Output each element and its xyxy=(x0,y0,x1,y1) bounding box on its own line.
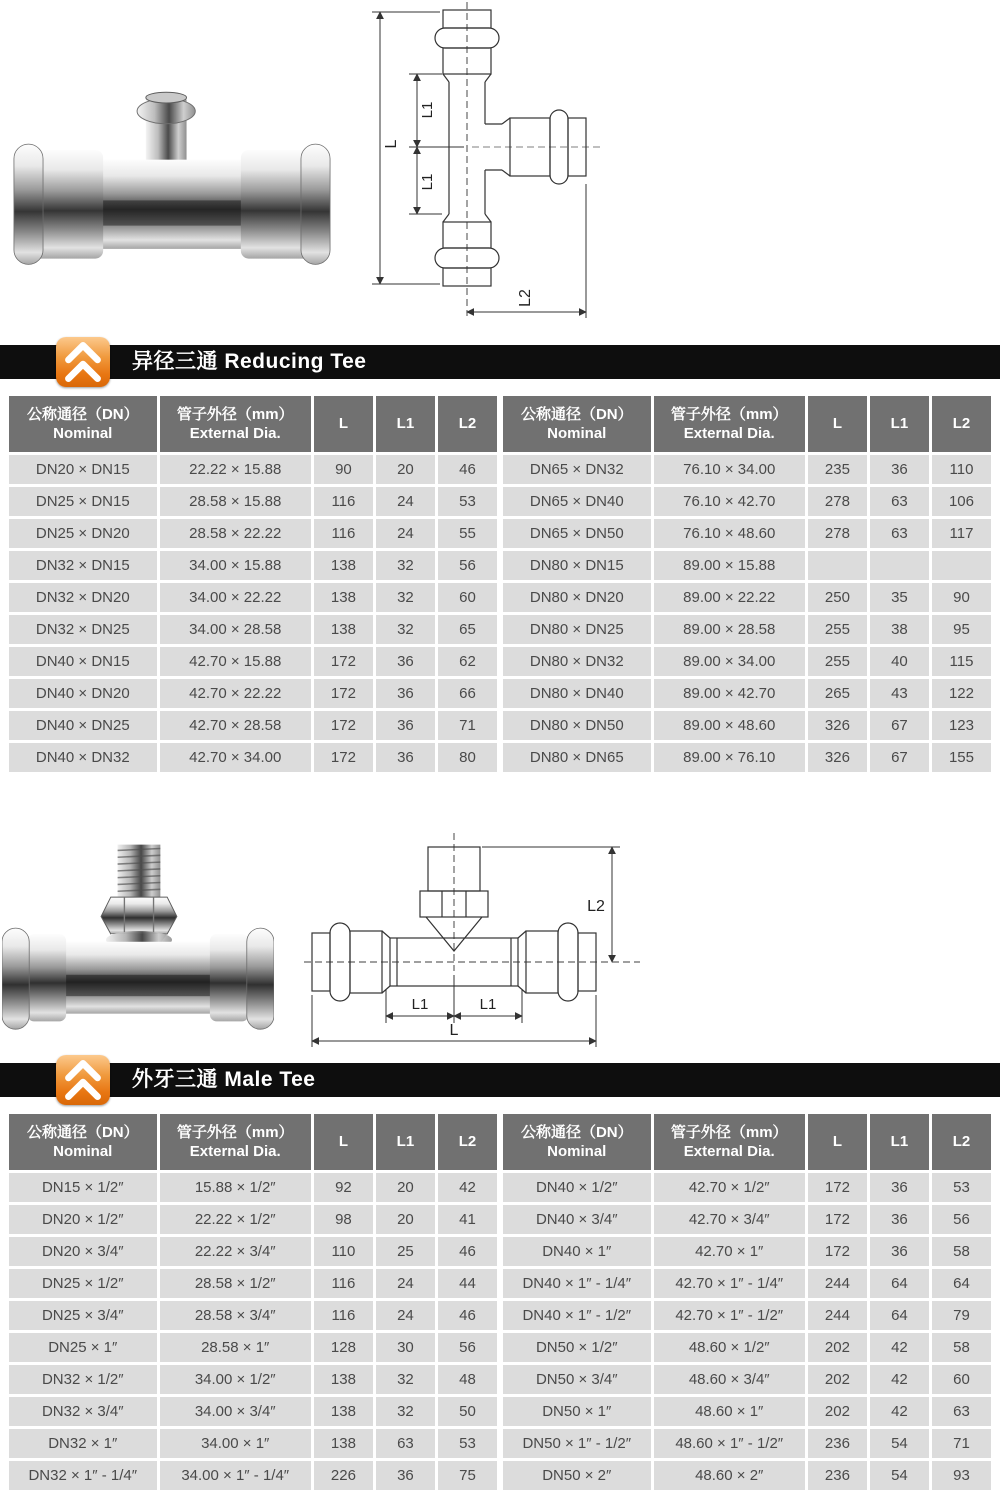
cell-external-dia: 34.00 × 1/2″ xyxy=(160,1365,311,1394)
cell-dimension: 36 xyxy=(376,647,435,676)
section-title: 外牙三通 Male Tee xyxy=(132,1068,316,1091)
cell-external-dia: 48.60 × 2″ xyxy=(654,1461,805,1490)
table-row xyxy=(9,1365,497,1394)
header-row xyxy=(503,1114,991,1170)
cell-dimension: 244 xyxy=(808,1301,867,1330)
cell-dimension xyxy=(870,551,929,580)
table-row xyxy=(503,711,991,740)
cell-nominal: DN40 × DN20 xyxy=(9,679,157,708)
cell-nominal: DN50 × 1/2″ xyxy=(503,1333,651,1362)
cell-external-dia: 89.00 × 15.88 xyxy=(654,551,805,580)
header-row xyxy=(503,396,991,452)
table-row xyxy=(9,487,497,516)
cell-dimension: 67 xyxy=(870,711,929,740)
cell-nominal: DN32 × DN15 xyxy=(9,551,157,580)
section-badge xyxy=(56,337,110,387)
cell-dimension: 50 xyxy=(438,1397,497,1426)
double-chevron-up-icon xyxy=(56,337,110,387)
cell-dimension: 326 xyxy=(808,711,867,740)
dim-label-l2: L2 xyxy=(517,289,534,307)
cell-dimension: 36 xyxy=(870,1205,929,1234)
cell-dimension: 110 xyxy=(932,455,991,484)
cell-external-dia: 42.70 × 3/4″ xyxy=(654,1205,805,1234)
cell-dimension: 265 xyxy=(808,679,867,708)
column-header-nominal: 公称通径（DN） Nominal xyxy=(503,1114,651,1170)
cell-nominal: DN50 × 2″ xyxy=(503,1461,651,1490)
table-row xyxy=(9,551,497,580)
cell-dimension: 48 xyxy=(438,1365,497,1394)
reducing-tee-table xyxy=(6,393,994,775)
cell-dimension: 55 xyxy=(438,519,497,548)
cell-nominal: DN25 × 1″ xyxy=(9,1333,157,1362)
cell-nominal: DN40 × 1/2″ xyxy=(503,1173,651,1202)
cell-dimension: 24 xyxy=(376,519,435,548)
cell-dimension: 36 xyxy=(376,679,435,708)
cell-dimension: 58 xyxy=(932,1237,991,1266)
column-header-l: L xyxy=(314,396,373,452)
table-row xyxy=(503,551,991,580)
cell-dimension: 123 xyxy=(932,711,991,740)
column-header-l2: L2 xyxy=(932,396,991,452)
cell-dimension: 172 xyxy=(808,1237,867,1266)
column-header-l2: L2 xyxy=(438,396,497,452)
cell-dimension: 42 xyxy=(438,1173,497,1202)
cell-dimension: 172 xyxy=(314,743,373,772)
table-row xyxy=(9,711,497,740)
dim-label-l1-right: L1 xyxy=(479,996,497,1013)
cell-nominal: DN40 × 3/4″ xyxy=(503,1205,651,1234)
table-row xyxy=(503,487,991,516)
table-row xyxy=(503,647,991,676)
cell-nominal: DN32 × 3/4″ xyxy=(9,1397,157,1426)
cell-dimension: 44 xyxy=(438,1269,497,1298)
cell-dimension: 56 xyxy=(932,1205,991,1234)
table-row xyxy=(9,519,497,548)
cell-dimension: 32 xyxy=(376,583,435,612)
cell-nominal: DN80 × DN50 xyxy=(503,711,651,740)
table-row xyxy=(503,1333,991,1362)
cell-dimension: 42 xyxy=(870,1333,929,1362)
cell-dimension: 155 xyxy=(932,743,991,772)
cell-dimension: 36 xyxy=(870,1173,929,1202)
cell-nominal: DN50 × 3/4″ xyxy=(503,1365,651,1394)
column-header-l: L xyxy=(808,1114,867,1170)
table-row xyxy=(9,583,497,612)
male-tee-photo-svg xyxy=(2,827,274,1041)
header-row xyxy=(9,396,497,452)
column-header-l: L xyxy=(314,1114,373,1170)
cell-nominal: DN40 × 1″ xyxy=(503,1237,651,1266)
table-row xyxy=(9,743,497,772)
cell-dimension: 116 xyxy=(314,1301,373,1330)
cell-dimension: 64 xyxy=(870,1269,929,1298)
column-header-nominal: 公称通径（DN） Nominal xyxy=(503,396,651,452)
table-row xyxy=(9,1301,497,1330)
cell-dimension: 138 xyxy=(314,1365,373,1394)
cell-dimension: 236 xyxy=(808,1429,867,1458)
cell-nominal: DN20 × 3/4″ xyxy=(9,1237,157,1266)
table-row xyxy=(9,1397,497,1426)
cell-dimension: 90 xyxy=(314,455,373,484)
cell-nominal: DN32 × DN25 xyxy=(9,615,157,644)
cell-dimension: 63 xyxy=(870,487,929,516)
cell-nominal: DN15 × 1/2″ xyxy=(9,1173,157,1202)
cell-dimension: 46 xyxy=(438,1237,497,1266)
cell-nominal: DN80 × DN32 xyxy=(503,647,651,676)
cell-dimension: 92 xyxy=(314,1173,373,1202)
table-row xyxy=(503,1269,991,1298)
cell-dimension: 202 xyxy=(808,1365,867,1394)
section-title: 异径三通 Reducing Tee xyxy=(132,350,367,373)
cell-external-dia: 89.00 × 42.70 xyxy=(654,679,805,708)
table-row xyxy=(9,1173,497,1202)
cell-dimension: 172 xyxy=(808,1205,867,1234)
column-header-l: L xyxy=(808,396,867,452)
table-row xyxy=(9,455,497,484)
cell-dimension: 93 xyxy=(932,1461,991,1490)
column-header-external-dia: 管子外径（mm） External Dia. xyxy=(160,396,311,452)
table-row xyxy=(503,519,991,548)
cell-dimension: 30 xyxy=(376,1333,435,1362)
cell-external-dia: 89.00 × 34.00 xyxy=(654,647,805,676)
cell-nominal: DN65 × DN32 xyxy=(503,455,651,484)
cell-dimension: 138 xyxy=(314,615,373,644)
cell-dimension: 250 xyxy=(808,583,867,612)
cell-nominal: DN25 × 1/2″ xyxy=(9,1269,157,1298)
dim-label-l1-top: L1 xyxy=(419,101,436,119)
column-header-l2: L2 xyxy=(932,1114,991,1170)
cell-external-dia: 48.60 × 1″ xyxy=(654,1397,805,1426)
cell-external-dia: 48.60 × 3/4″ xyxy=(654,1365,805,1394)
cell-external-dia: 42.70 × 1″ - 1/4″ xyxy=(654,1269,805,1298)
cell-dimension: 20 xyxy=(376,455,435,484)
cell-external-dia: 48.60 × 1″ - 1/2″ xyxy=(654,1429,805,1458)
cell-dimension: 60 xyxy=(438,583,497,612)
cell-dimension: 138 xyxy=(314,583,373,612)
cell-dimension: 36 xyxy=(376,711,435,740)
male-tee-drawing-svg xyxy=(300,819,700,1061)
cell-dimension: 236 xyxy=(808,1461,867,1490)
cell-dimension: 116 xyxy=(314,487,373,516)
section-bar-reducing-tee xyxy=(0,345,1000,379)
reducing-tee-drawing xyxy=(352,2,692,334)
cell-external-dia: 34.00 × 1″ - 1/4″ xyxy=(160,1461,311,1490)
cell-nominal: DN20 × 1/2″ xyxy=(9,1205,157,1234)
table-row xyxy=(503,455,991,484)
male-tee-table xyxy=(6,1111,994,1493)
cell-dimension: 117 xyxy=(932,519,991,548)
cell-nominal: DN40 × 1″ - 1/4″ xyxy=(503,1269,651,1298)
cell-dimension: 42 xyxy=(870,1397,929,1426)
cell-external-dia: 42.70 × 28.58 xyxy=(160,711,311,740)
cell-external-dia: 42.70 × 1″ xyxy=(654,1237,805,1266)
table-row xyxy=(503,615,991,644)
dim-label-l1-bottom: L1 xyxy=(419,173,436,191)
cell-nominal: DN25 × DN20 xyxy=(9,519,157,548)
cell-dimension: 41 xyxy=(438,1205,497,1234)
cell-nominal: DN40 × DN15 xyxy=(9,647,157,676)
cell-dimension: 115 xyxy=(932,647,991,676)
male-tee-table-left xyxy=(6,1111,500,1493)
cell-dimension: 32 xyxy=(376,1365,435,1394)
column-header-nominal: 公称通径（DN） Nominal xyxy=(9,1114,157,1170)
table-row xyxy=(503,1461,991,1490)
double-chevron-up-icon xyxy=(56,1055,110,1105)
cell-dimension: 56 xyxy=(438,1333,497,1362)
cell-dimension: 60 xyxy=(932,1365,991,1394)
cell-dimension: 122 xyxy=(932,679,991,708)
cell-dimension: 110 xyxy=(314,1237,373,1266)
cell-nominal: DN50 × 1″ - 1/2″ xyxy=(503,1429,651,1458)
cell-external-dia: 76.10 × 42.70 xyxy=(654,487,805,516)
cell-dimension: 36 xyxy=(376,743,435,772)
table-row xyxy=(503,583,991,612)
column-header-nominal: 公称通径（DN） Nominal xyxy=(9,396,157,452)
cell-nominal: DN25 × 3/4″ xyxy=(9,1301,157,1330)
cell-dimension: 128 xyxy=(314,1333,373,1362)
table-row xyxy=(9,615,497,644)
cell-external-dia: 22.22 × 3/4″ xyxy=(160,1237,311,1266)
male-tee-table-right xyxy=(500,1111,994,1493)
cell-nominal: DN65 × DN50 xyxy=(503,519,651,548)
cell-external-dia: 42.70 × 1/2″ xyxy=(654,1173,805,1202)
cell-dimension: 138 xyxy=(314,1397,373,1426)
male-tee-photo xyxy=(2,827,274,1041)
cell-dimension: 64 xyxy=(870,1301,929,1330)
cell-nominal: DN40 × 1″ - 1/2″ xyxy=(503,1301,651,1330)
table-row xyxy=(503,1429,991,1458)
cell-nominal: DN80 × DN15 xyxy=(503,551,651,580)
cell-dimension: 42 xyxy=(870,1365,929,1394)
reducing-tee-photo-svg xyxy=(12,62,332,300)
cell-external-dia: 28.58 × 1″ xyxy=(160,1333,311,1362)
table-row xyxy=(9,1461,497,1490)
dim-label-l: L xyxy=(449,1022,459,1039)
table-row xyxy=(9,1333,497,1362)
cell-nominal: DN40 × DN32 xyxy=(9,743,157,772)
cell-external-dia: 34.00 × 3/4″ xyxy=(160,1397,311,1426)
cell-external-dia: 76.10 × 34.00 xyxy=(654,455,805,484)
cell-external-dia: 42.70 × 22.22 xyxy=(160,679,311,708)
cell-dimension: 32 xyxy=(376,615,435,644)
cell-nominal: DN65 × DN40 xyxy=(503,487,651,516)
cell-dimension: 40 xyxy=(870,647,929,676)
cell-external-dia: 89.00 × 48.60 xyxy=(654,711,805,740)
cell-external-dia: 28.58 × 15.88 xyxy=(160,487,311,516)
cell-dimension: 106 xyxy=(932,487,991,516)
cell-dimension: 255 xyxy=(808,647,867,676)
cell-external-dia: 22.22 × 15.88 xyxy=(160,455,311,484)
table-row xyxy=(503,679,991,708)
cell-dimension: 54 xyxy=(870,1429,929,1458)
cell-dimension xyxy=(808,551,867,580)
cell-dimension: 202 xyxy=(808,1333,867,1362)
cell-dimension: 116 xyxy=(314,1269,373,1298)
column-header-l1: L1 xyxy=(870,1114,929,1170)
cell-external-dia: 28.58 × 22.22 xyxy=(160,519,311,548)
cell-dimension: 63 xyxy=(870,519,929,548)
cell-dimension: 36 xyxy=(870,455,929,484)
dim-label-l: L xyxy=(383,139,400,149)
cell-nominal: DN80 × DN25 xyxy=(503,615,651,644)
cell-dimension: 53 xyxy=(438,487,497,516)
cell-dimension: 53 xyxy=(932,1173,991,1202)
cell-nominal: DN25 × DN15 xyxy=(9,487,157,516)
cell-dimension: 24 xyxy=(376,1301,435,1330)
cell-dimension: 172 xyxy=(314,647,373,676)
cell-dimension: 65 xyxy=(438,615,497,644)
header-row xyxy=(9,1114,497,1170)
cell-nominal: DN32 × 1″ xyxy=(9,1429,157,1458)
cell-external-dia: 34.00 × 22.22 xyxy=(160,583,311,612)
cell-external-dia: 42.70 × 1″ - 1/2″ xyxy=(654,1301,805,1330)
cell-nominal: DN80 × DN20 xyxy=(503,583,651,612)
cell-external-dia: 48.60 × 1/2″ xyxy=(654,1333,805,1362)
reducing-tee-illustrations xyxy=(0,0,1000,345)
reducing-tee-table-left xyxy=(6,393,500,775)
table-row xyxy=(9,1429,497,1458)
cell-dimension: 46 xyxy=(438,455,497,484)
cell-dimension: 172 xyxy=(314,679,373,708)
dim-label-l2: L2 xyxy=(587,898,605,915)
cell-external-dia: 76.10 × 48.60 xyxy=(654,519,805,548)
cell-dimension: 62 xyxy=(438,647,497,676)
cell-external-dia: 28.58 × 1/2″ xyxy=(160,1269,311,1298)
cell-dimension: 53 xyxy=(438,1429,497,1458)
table-row xyxy=(503,1365,991,1394)
cell-dimension: 90 xyxy=(932,583,991,612)
table-row xyxy=(503,1237,991,1266)
table-row xyxy=(9,1205,497,1234)
cell-dimension: 24 xyxy=(376,1269,435,1298)
table-row xyxy=(503,1397,991,1426)
cell-dimension: 244 xyxy=(808,1269,867,1298)
cell-dimension: 64 xyxy=(932,1269,991,1298)
cell-dimension: 32 xyxy=(376,1397,435,1426)
cell-dimension: 67 xyxy=(870,743,929,772)
cell-external-dia: 34.00 × 1″ xyxy=(160,1429,311,1458)
reducing-tee-drawing-svg xyxy=(352,2,692,334)
cell-external-dia: 15.88 × 1/2″ xyxy=(160,1173,311,1202)
cell-nominal: DN50 × 1″ xyxy=(503,1397,651,1426)
cell-dimension: 36 xyxy=(376,1461,435,1490)
cell-dimension: 43 xyxy=(870,679,929,708)
cell-dimension: 80 xyxy=(438,743,497,772)
cell-dimension: 172 xyxy=(314,711,373,740)
table-row xyxy=(503,1301,991,1330)
cell-dimension: 226 xyxy=(314,1461,373,1490)
cell-external-dia: 89.00 × 76.10 xyxy=(654,743,805,772)
cell-dimension: 95 xyxy=(932,615,991,644)
cell-external-dia: 42.70 × 34.00 xyxy=(160,743,311,772)
table-row xyxy=(9,647,497,676)
table-row xyxy=(503,1205,991,1234)
cell-external-dia: 34.00 × 15.88 xyxy=(160,551,311,580)
cell-dimension: 278 xyxy=(808,519,867,548)
cell-dimension: 255 xyxy=(808,615,867,644)
cell-dimension: 75 xyxy=(438,1461,497,1490)
reducing-tee-table-right xyxy=(500,393,994,775)
cell-dimension xyxy=(932,551,991,580)
cell-dimension: 58 xyxy=(932,1333,991,1362)
cell-dimension: 235 xyxy=(808,455,867,484)
table-row xyxy=(9,1237,497,1266)
male-tee-illustrations xyxy=(0,775,1000,1063)
cell-dimension: 66 xyxy=(438,679,497,708)
cell-nominal: DN32 × 1/2″ xyxy=(9,1365,157,1394)
cell-external-dia: 22.22 × 1/2″ xyxy=(160,1205,311,1234)
reducing-tee-photo xyxy=(12,62,332,300)
cell-nominal: DN40 × DN25 xyxy=(9,711,157,740)
cell-dimension: 71 xyxy=(932,1429,991,1458)
cell-external-dia: 89.00 × 28.58 xyxy=(654,615,805,644)
cell-nominal: DN32 × 1″ - 1/4″ xyxy=(9,1461,157,1490)
section-badge xyxy=(56,1055,110,1105)
cell-nominal: DN32 × DN20 xyxy=(9,583,157,612)
cell-dimension: 24 xyxy=(376,487,435,516)
cell-dimension: 54 xyxy=(870,1461,929,1490)
cell-nominal: DN80 × DN40 xyxy=(503,679,651,708)
cell-nominal: DN80 × DN65 xyxy=(503,743,651,772)
column-header-l2: L2 xyxy=(438,1114,497,1170)
cell-dimension: 79 xyxy=(932,1301,991,1330)
cell-dimension: 36 xyxy=(870,1237,929,1266)
cell-dimension: 63 xyxy=(376,1429,435,1458)
cell-dimension: 116 xyxy=(314,519,373,548)
table-row xyxy=(9,1269,497,1298)
cell-dimension: 138 xyxy=(314,1429,373,1458)
section-bar-male-tee xyxy=(0,1063,1000,1097)
cell-dimension: 71 xyxy=(438,711,497,740)
male-tee-drawing xyxy=(300,819,700,1061)
cell-dimension: 25 xyxy=(376,1237,435,1266)
table-row xyxy=(9,679,497,708)
cell-dimension: 56 xyxy=(438,551,497,580)
cell-dimension: 202 xyxy=(808,1397,867,1426)
cell-dimension: 326 xyxy=(808,743,867,772)
cell-external-dia: 42.70 × 15.88 xyxy=(160,647,311,676)
column-header-external-dia: 管子外径（mm） External Dia. xyxy=(654,1114,805,1170)
cell-external-dia: 89.00 × 22.22 xyxy=(654,583,805,612)
cell-dimension: 138 xyxy=(314,551,373,580)
cell-dimension: 20 xyxy=(376,1173,435,1202)
cell-nominal: DN20 × DN15 xyxy=(9,455,157,484)
cell-external-dia: 28.58 × 3/4″ xyxy=(160,1301,311,1330)
cell-dimension: 98 xyxy=(314,1205,373,1234)
cell-dimension: 172 xyxy=(808,1173,867,1202)
cell-external-dia: 34.00 × 28.58 xyxy=(160,615,311,644)
column-header-l1: L1 xyxy=(376,1114,435,1170)
cell-dimension: 278 xyxy=(808,487,867,516)
dim-label-l1-left: L1 xyxy=(411,996,429,1013)
column-header-external-dia: 管子外径（mm） External Dia. xyxy=(654,396,805,452)
column-header-l1: L1 xyxy=(870,396,929,452)
table-row xyxy=(503,1173,991,1202)
cell-dimension: 35 xyxy=(870,583,929,612)
cell-dimension: 38 xyxy=(870,615,929,644)
table-row xyxy=(503,743,991,772)
cell-dimension: 20 xyxy=(376,1205,435,1234)
column-header-l1: L1 xyxy=(376,396,435,452)
column-header-external-dia: 管子外径（mm） External Dia. xyxy=(160,1114,311,1170)
cell-dimension: 63 xyxy=(932,1397,991,1426)
cell-dimension: 46 xyxy=(438,1301,497,1330)
cell-dimension: 32 xyxy=(376,551,435,580)
